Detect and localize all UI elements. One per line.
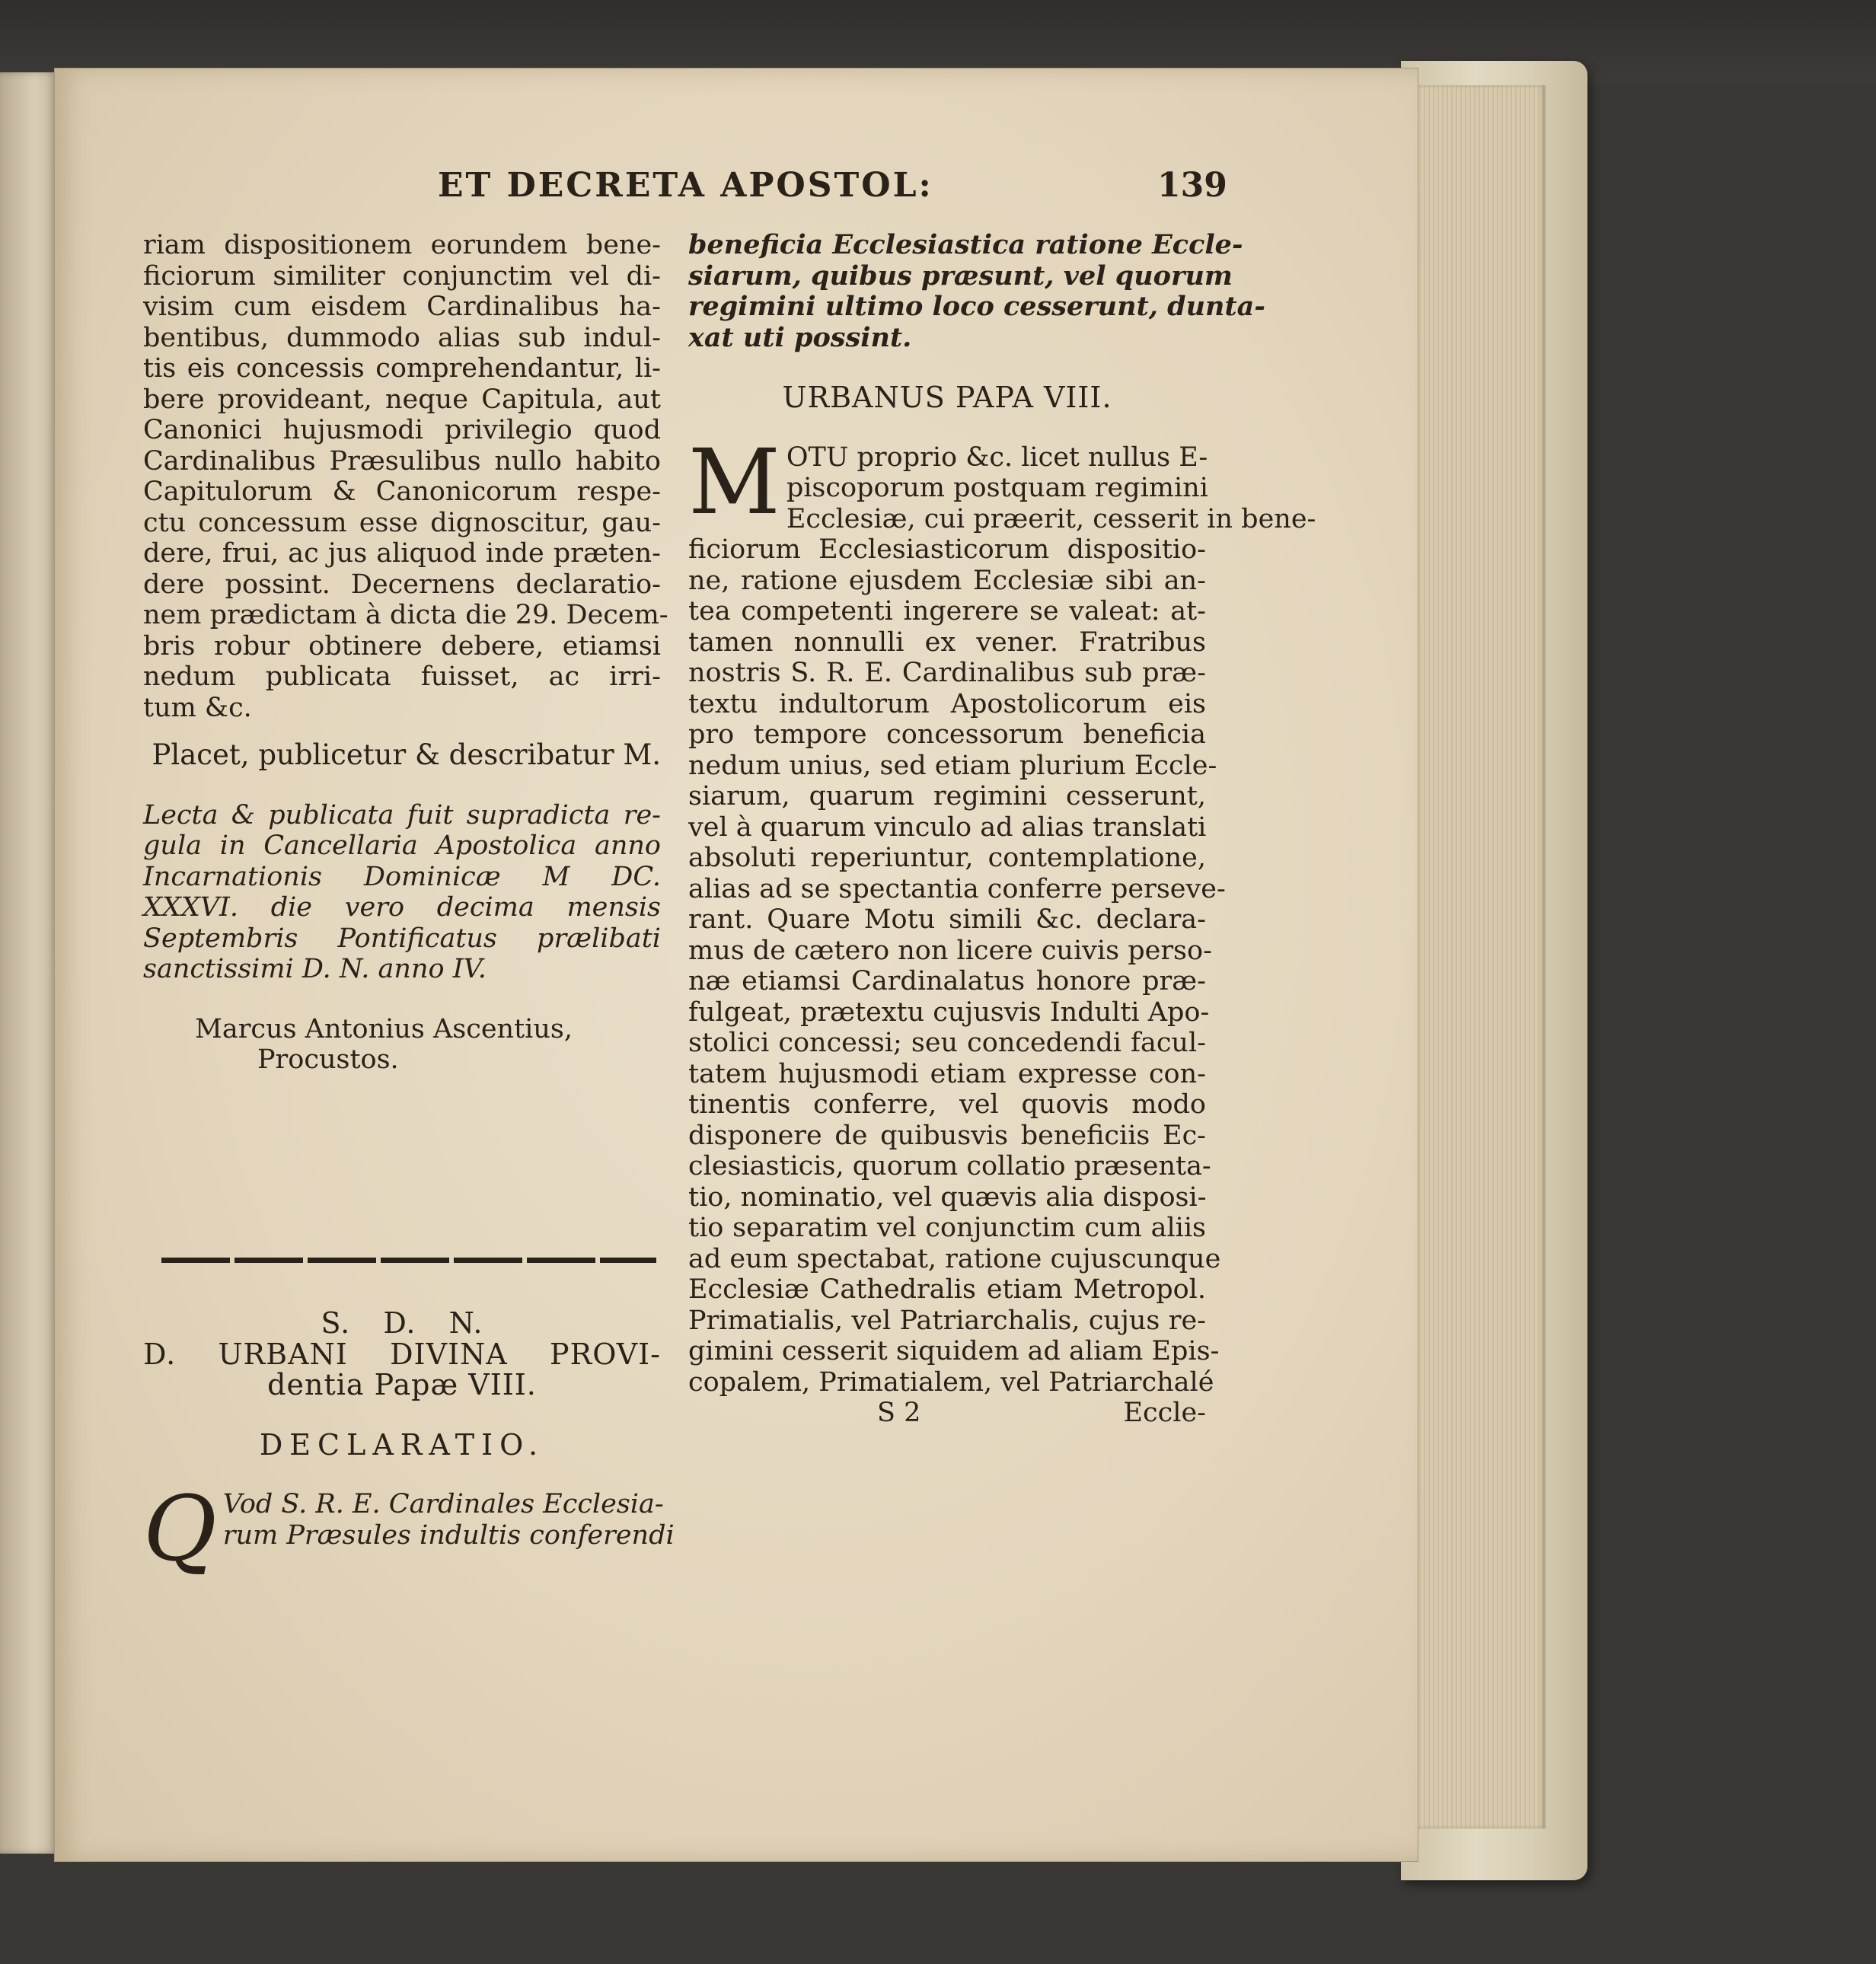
text-line: copalem, Primatialem, vel Patriarchalé [688, 1366, 1214, 1398]
section-heading: URBANUS PAPA VIII. [782, 381, 1112, 414]
text-line: rant. Quare Motu simili &c. declara- [688, 904, 1206, 935]
text-line: piscoporum postquam regimini [786, 473, 1208, 503]
text-line: tatem hujusmodi etiam expresse con- [688, 1058, 1206, 1089]
text-line: næ etiamsi Cardinalatus honore præ- [688, 966, 1206, 996]
left-column-lower [143, 1306, 675, 1581]
text-line: nedum unius, sed etiam plurium Eccle- [688, 750, 1217, 781]
text-line: alias ad se spectantia conferre perseve- [688, 873, 1226, 904]
title-line: D. URBANI DIVINA PROVI- [143, 1337, 661, 1371]
text-line: nostris S. R. E. Cardinalibus sub præ- [688, 658, 1206, 688]
lecta-line: Incarnationis Dominicæ M DC. [143, 861, 661, 892]
text-line: bere provideant, neque Capitula, aut [143, 384, 661, 415]
text-line: ficiorum Ecclesiasticorum dispositio- [688, 534, 1206, 565]
text-line: textu indultorum Apostolicorum eis [688, 688, 1206, 719]
text-line: Ecclesiæ Cathedralis etiam Metropol. [688, 1274, 1206, 1305]
title-line: dentia Papæ VIII. [267, 1368, 537, 1401]
text-line: tio separatim vel conjunctim cum aliis [688, 1213, 1206, 1243]
text-line: siarum, quibus præsunt, vel quorum [688, 260, 1233, 292]
text-line: tamen nonnulli ex vener. Fratribus [688, 627, 1206, 658]
lecta-line: Lecta & publicata fuit supradicta re- [143, 799, 661, 831]
dropcap-q: Q [143, 1476, 217, 1581]
text-line: tea competenti ingerere se valeat: at- [688, 596, 1206, 627]
text-line: ad eum spectabat, ratione cujuscunque [688, 1243, 1221, 1274]
text-line: Canonici hujusmodi privilegio quod [143, 415, 661, 445]
text-line: vel à quarum vinculo ad alias translati [688, 811, 1207, 843]
page-number: 139 [1157, 166, 1227, 205]
text-line: fulgeat, prætextu cujusvis Indulti Apo- [688, 996, 1210, 1028]
text-line: dere, frui, ac jus aliquod inde præten- [143, 538, 661, 569]
text-line: bris robur obtinere debere, etiamsi [143, 630, 661, 662]
text-line: absoluti reperiuntur, contemplatione, [688, 843, 1206, 873]
catchword: Eccle- [1123, 1398, 1206, 1428]
signatory-line: Procustos. [257, 1044, 399, 1075]
text-line: disponere de quibusvis beneficiis Ec- [688, 1120, 1206, 1151]
lecta-line: XXXVI. die vero decima mensis [143, 892, 661, 923]
text-line: mus de cætero non licere cuivis perso- [688, 935, 1212, 966]
text-line: ficiorum similiter conjunctim vel di- [143, 260, 661, 292]
text-line: siarum, quarum regimini cesserunt, [688, 781, 1206, 811]
dropcap-paragraph [143, 1476, 675, 1581]
text-line: beneficia Ecclesiastica ratione Eccle- [688, 229, 1243, 260]
text-line: rum Præsules indultis conferendi [222, 1519, 675, 1551]
text-line: pro tempore concessorum beneficia [688, 719, 1206, 750]
text-line: nedum publicata fuisset, ac irri- [143, 662, 661, 692]
text-line: nem prædictam à dicta die 29. Decem- [143, 600, 668, 630]
text-line: Vod S. R. E. Cardinales Ecclesia- [222, 1489, 664, 1519]
text-line: Cardinalibus Præsulibus nullo habito [143, 445, 661, 477]
right-column [688, 229, 1316, 1429]
text-line: gimini cesserit siquidem ad aliam Epis- [688, 1336, 1220, 1366]
text-line: OTU proprio &c. licet nullus E- [786, 442, 1208, 473]
text-line: ne, ratione ejusdem Ecclesiæ sibi an- [688, 565, 1206, 596]
text-line: riam dispositionem eorundem bene- [143, 230, 661, 260]
dropcap-m: M [688, 429, 780, 534]
text-line: Ecclesiæ, cui præerit, cesserit in bene- [786, 503, 1316, 534]
text-line: visim cum eisdem Cardinalibus ha- [143, 292, 661, 322]
text-line: xat uti possint. [688, 321, 912, 353]
running-head: ET DECRETA APOSTOL: [438, 166, 933, 205]
text-line: ctu concessum esse dignoscitur, gau- [143, 507, 661, 538]
text-line: tum &c. [143, 692, 252, 723]
declaratio-heading: DECLARATIO. [259, 1427, 545, 1462]
text-line: regimini ultimo loco cesserunt, dunta- [688, 291, 1265, 322]
text-line: clesiasticis, quorum collatio præsenta- [688, 1151, 1211, 1181]
section-rule [161, 1258, 656, 1263]
text-line: dere possint. Decernens declaratio- [143, 569, 661, 600]
lecta-line: Septembris Pontificatus prælibati [143, 923, 661, 954]
text-line: bentibus, dummodo alias sub indul- [143, 322, 661, 353]
lecta-line: sanctissimi D. N. anno IV. [143, 954, 487, 984]
text-line: Capitulorum & Canonicorum respe- [143, 477, 661, 507]
placet-line: Placet, publicetur & describatur M. [152, 738, 661, 771]
signature-mark: S 2 [877, 1398, 921, 1428]
title-line: S. D. N. [321, 1306, 483, 1340]
left-column [143, 230, 668, 1076]
text-line: tio, nominatio, vel quævis alia disposi- [688, 1181, 1207, 1213]
lecta-line: gula in Cancellaria Apostolica anno [143, 831, 661, 861]
signatory-line: Marcus Antonius Ascentius, [195, 1013, 573, 1044]
text-line: stolici concessi; seu concedendi facul- [688, 1028, 1206, 1058]
text-line: Primatialis, vel Patriarchalis, cujus re- [688, 1305, 1206, 1336]
page-footer [688, 1398, 1206, 1429]
text-line: tis eis concessis comprehendantur, li- [143, 353, 661, 384]
text-line: tinentis conferre, vel quovis modo [688, 1089, 1206, 1120]
